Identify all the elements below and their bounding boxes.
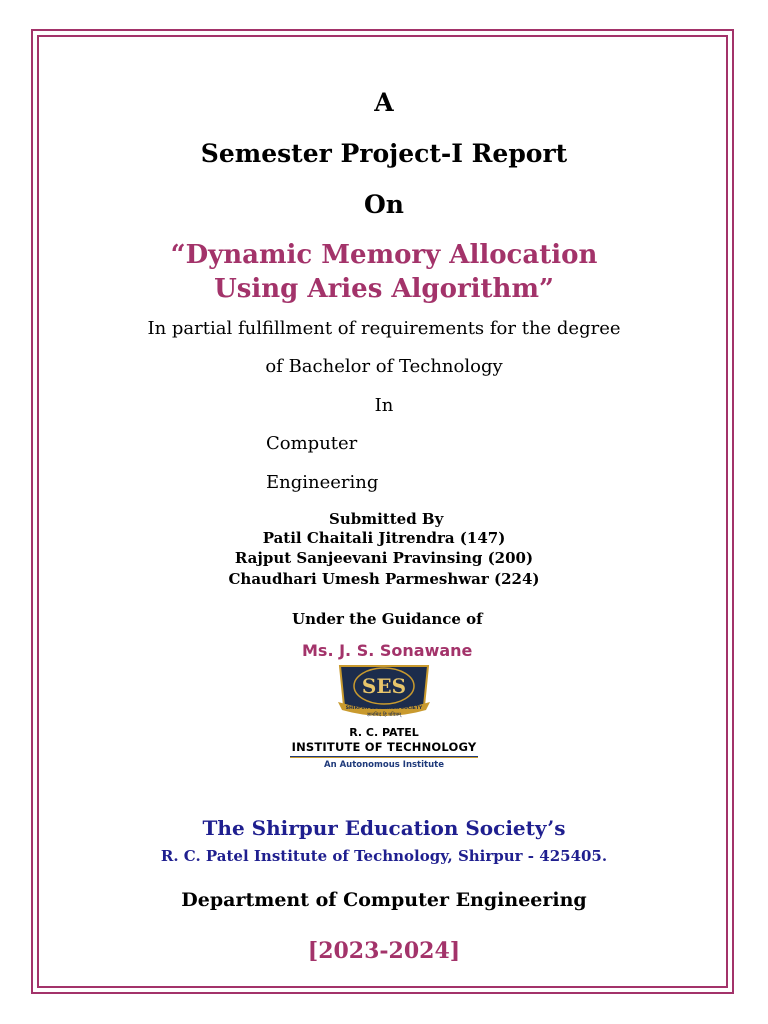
student-name: Patil Chaitali Jitrendra (147)	[262, 529, 506, 547]
emblem-ring-text: SHIRPUR EDUCATION SOCIETY	[345, 706, 423, 711]
ses-emblem-icon	[288, 660, 480, 720]
society-name: The Shirpur Education Society’s	[202, 816, 566, 840]
department-name: Department of Computer Engineering	[181, 889, 587, 911]
student-name: Chaudhari Umesh Parmeshwar (224)	[228, 570, 540, 588]
project-title-line1: “Dynamic Memory Allocation	[170, 240, 598, 270]
emblem-motto: ज्ञानमिदं हि पवित्रम्	[366, 712, 402, 718]
branch-line2: Engineering	[266, 472, 379, 493]
logo-divider-gold	[290, 757, 478, 758]
report-on: On	[364, 190, 404, 219]
fulfillment-in: In	[374, 395, 394, 416]
submitted-by-heading: Submitted By	[329, 510, 444, 528]
branch-line1: Computer	[266, 433, 358, 454]
logo-name-line3: An Autonomous Institute	[324, 760, 444, 770]
report-type: Semester Project-I Report	[200, 139, 568, 168]
emblem-text: SES	[361, 674, 407, 698]
institute-logo	[288, 660, 480, 772]
logo-name-line2: INSTITUTE OF TECHNOLOGY	[291, 740, 477, 754]
fulfillment-line1: In partial fulfillment of requirements for the degree	[147, 318, 621, 339]
guide-name: Ms. J. S. Sonawane	[302, 641, 473, 660]
student-name: Rajput Sanjeevani Pravinsing (200)	[234, 549, 534, 567]
logo-name-line1: R. C. PATEL	[349, 726, 419, 739]
project-title-line2: Using Aries Algorithm”	[214, 274, 554, 304]
academic-year: [2023-2024]	[307, 938, 461, 964]
guidance-heading: Under the Guidance of	[292, 610, 483, 628]
report-article: A	[374, 88, 394, 117]
fulfillment-line2: of Bachelor of Technology	[265, 356, 503, 377]
institute-address: R. C. Patel Institute of Technology, Shirpur - 425405.	[160, 847, 608, 865]
